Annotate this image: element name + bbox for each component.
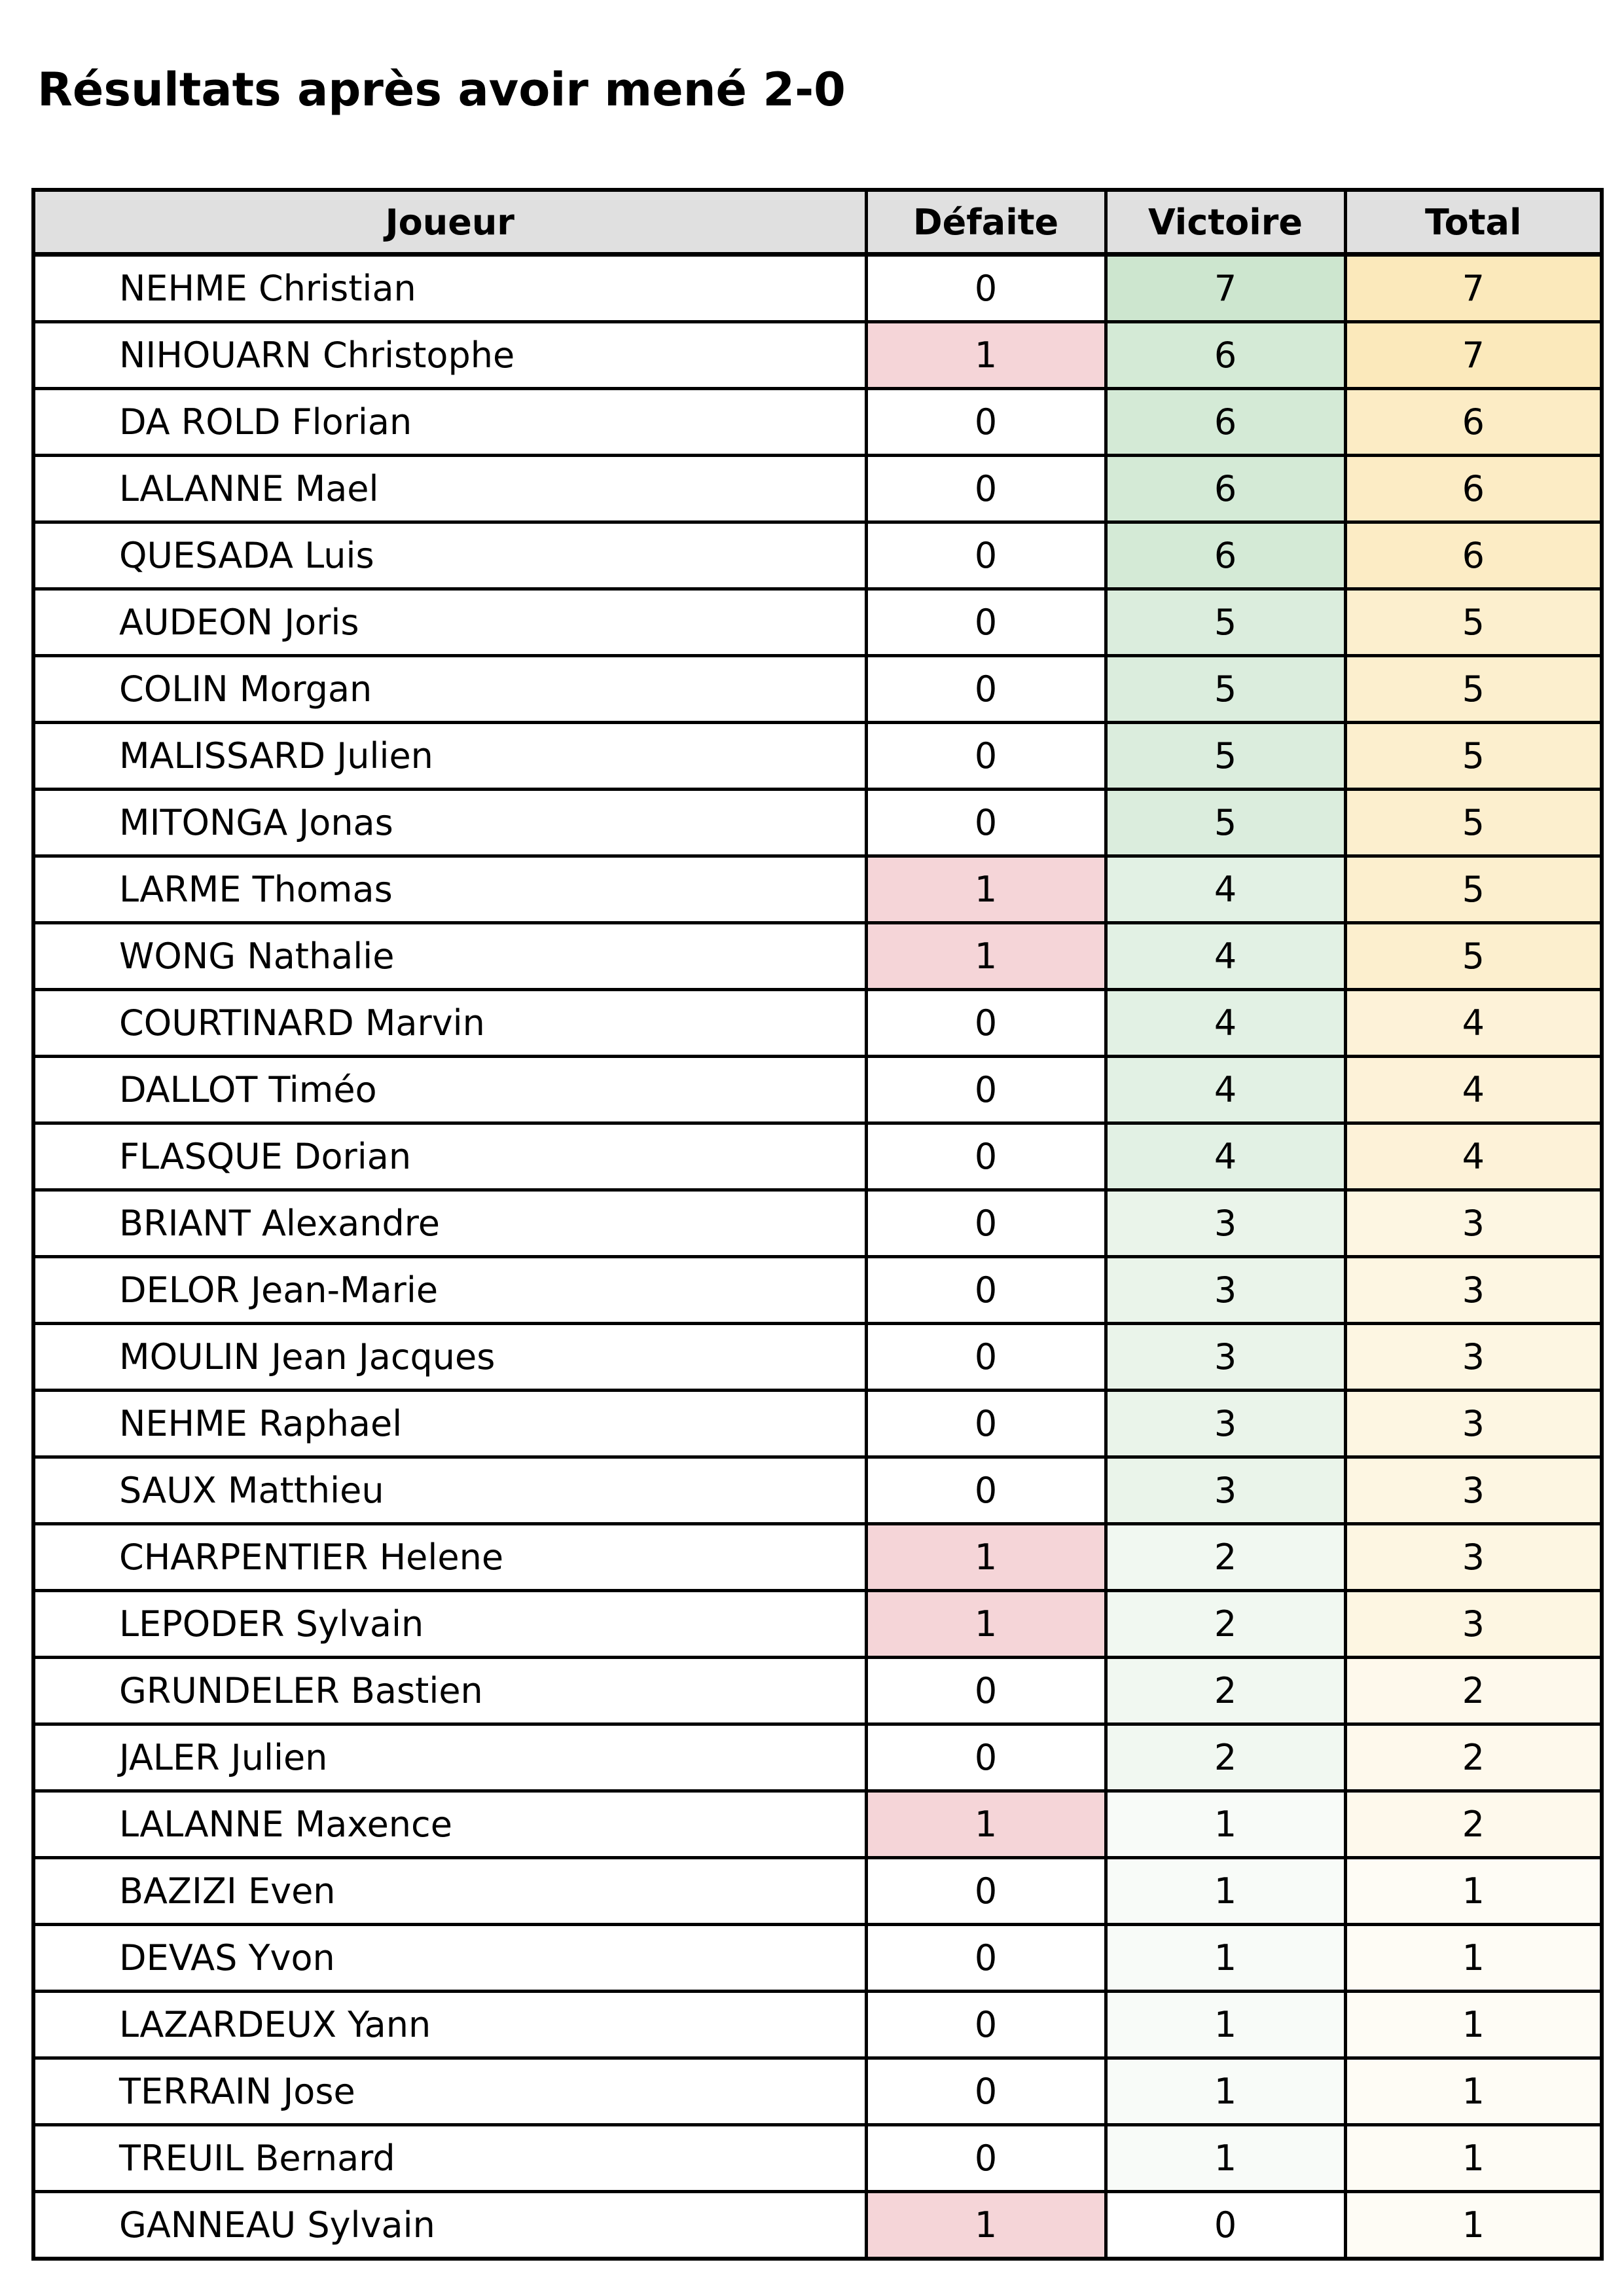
victoire-cell: 3 [1106, 1457, 1345, 1524]
table-row [33, 255, 1602, 322]
victoire-cell: 4 [1106, 1123, 1345, 1190]
player-name-cell: CHARPENTIER Helene [33, 1524, 866, 1591]
player-name-cell: DALLOT Timéo [33, 1057, 866, 1123]
table-row [33, 456, 1602, 522]
table-row [33, 1324, 1602, 1391]
victoire-cell: 4 [1106, 1057, 1345, 1123]
table-row [33, 1791, 1602, 1858]
player-name-cell: MITONGA Jonas [33, 790, 866, 856]
total-cell: 5 [1345, 856, 1602, 923]
table-row [33, 923, 1602, 990]
victoire-cell: 2 [1106, 1524, 1345, 1591]
total-cell: 1 [1345, 1992, 1602, 2058]
total-cell: 1 [1345, 1925, 1602, 1992]
defaite-cell: 1 [866, 322, 1106, 389]
table-row [33, 1391, 1602, 1457]
total-cell: 2 [1345, 1724, 1602, 1791]
victoire-cell: 1 [1106, 1791, 1345, 1858]
defaite-cell: 0 [866, 1724, 1106, 1791]
table-row [33, 723, 1602, 790]
table-row [33, 790, 1602, 856]
col-header-victoire: Victoire [1106, 190, 1345, 255]
total-cell: 3 [1345, 1457, 1602, 1524]
player-name-cell: NEHME Raphael [33, 1391, 866, 1457]
player-name-cell: BAZIZI Even [33, 1858, 866, 1925]
victoire-cell: 5 [1106, 656, 1345, 723]
table-row [33, 1724, 1602, 1791]
player-name-cell: DEVAS Yvon [33, 1925, 866, 1992]
defaite-cell: 1 [866, 2192, 1106, 2259]
victoire-cell: 6 [1106, 389, 1345, 456]
player-name-cell: LALANNE Mael [33, 456, 866, 522]
defaite-cell: 0 [866, 389, 1106, 456]
victoire-cell: 4 [1106, 990, 1345, 1057]
defaite-cell: 1 [866, 1591, 1106, 1658]
total-cell: 7 [1345, 255, 1602, 322]
player-name-cell: WONG Nathalie [33, 923, 866, 990]
victoire-cell: 2 [1106, 1591, 1345, 1658]
total-cell: 3 [1345, 1591, 1602, 1658]
defaite-cell: 0 [866, 1658, 1106, 1724]
total-cell: 3 [1345, 1524, 1602, 1591]
total-cell: 4 [1345, 990, 1602, 1057]
total-cell: 5 [1345, 923, 1602, 990]
defaite-cell: 1 [866, 923, 1106, 990]
victoire-cell: 1 [1106, 1858, 1345, 1925]
player-name-cell: QUESADA Luis [33, 522, 866, 589]
victoire-cell: 6 [1106, 456, 1345, 522]
total-cell: 5 [1345, 656, 1602, 723]
player-name-cell: NEHME Christian [33, 255, 866, 322]
page-title: Résultats après avoir mené 2-0 [37, 63, 846, 117]
header-row [33, 190, 1602, 255]
player-name-cell: DA ROLD Florian [33, 389, 866, 456]
player-name-cell: JALER Julien [33, 1724, 866, 1791]
total-cell: 5 [1345, 723, 1602, 790]
table-row [33, 1123, 1602, 1190]
victoire-cell: 3 [1106, 1391, 1345, 1457]
player-name-cell: COLIN Morgan [33, 656, 866, 723]
table-body [33, 255, 1602, 2259]
table-row [33, 1658, 1602, 1724]
defaite-cell: 0 [866, 1123, 1106, 1190]
total-cell: 4 [1345, 1057, 1602, 1123]
victoire-cell: 6 [1106, 522, 1345, 589]
player-name-cell: MOULIN Jean Jacques [33, 1324, 866, 1391]
table-row [33, 656, 1602, 723]
total-cell: 4 [1345, 1123, 1602, 1190]
defaite-cell: 0 [866, 1057, 1106, 1123]
total-cell: 6 [1345, 522, 1602, 589]
total-cell: 1 [1345, 2125, 1602, 2192]
total-cell: 3 [1345, 1190, 1602, 1257]
table-row [33, 1925, 1602, 1992]
victoire-cell: 4 [1106, 923, 1345, 990]
defaite-cell: 0 [866, 522, 1106, 589]
defaite-cell: 0 [866, 1190, 1106, 1257]
player-name-cell: LEPODER Sylvain [33, 1591, 866, 1658]
defaite-cell: 0 [866, 255, 1106, 322]
total-cell: 3 [1345, 1391, 1602, 1457]
player-name-cell: MALISSARD Julien [33, 723, 866, 790]
total-cell: 6 [1345, 389, 1602, 456]
victoire-cell: 1 [1106, 1992, 1345, 2058]
table-row [33, 1257, 1602, 1324]
defaite-cell: 0 [866, 589, 1106, 656]
col-header-defaite: Défaite [866, 190, 1106, 255]
player-name-cell: TERRAIN Jose [33, 2058, 866, 2125]
table-row [33, 589, 1602, 656]
defaite-cell: 0 [866, 1858, 1106, 1925]
table-row [33, 2058, 1602, 2125]
table-row [33, 322, 1602, 389]
victoire-cell: 6 [1106, 322, 1345, 389]
victoire-cell: 2 [1106, 1724, 1345, 1791]
table-row [33, 856, 1602, 923]
defaite-cell: 0 [866, 790, 1106, 856]
table-row [33, 1190, 1602, 1257]
defaite-cell: 0 [866, 1992, 1106, 2058]
table-row [33, 1457, 1602, 1524]
player-name-cell: COURTINARD Marvin [33, 990, 866, 1057]
total-cell: 1 [1345, 1858, 1602, 1925]
victoire-cell: 5 [1106, 589, 1345, 656]
player-name-cell: BRIANT Alexandre [33, 1190, 866, 1257]
victoire-cell: 4 [1106, 856, 1345, 923]
defaite-cell: 0 [866, 723, 1106, 790]
table-row [33, 1992, 1602, 2058]
victoire-cell: 3 [1106, 1257, 1345, 1324]
total-cell: 3 [1345, 1324, 1602, 1391]
defaite-cell: 0 [866, 1391, 1106, 1457]
player-name-cell: GANNEAU Sylvain [33, 2192, 866, 2259]
total-cell: 2 [1345, 1791, 1602, 1858]
victoire-cell: 1 [1106, 2125, 1345, 2192]
defaite-cell: 1 [866, 856, 1106, 923]
player-name-cell: LARME Thomas [33, 856, 866, 923]
player-name-cell: NIHOUARN Christophe [33, 322, 866, 389]
table-row [33, 522, 1602, 589]
defaite-cell: 0 [866, 1324, 1106, 1391]
total-cell: 1 [1345, 2192, 1602, 2259]
col-header-total: Total [1345, 190, 1602, 255]
table-row [33, 389, 1602, 456]
defaite-cell: 1 [866, 1524, 1106, 1591]
table-row [33, 2192, 1602, 2259]
player-name-cell: SAUX Matthieu [33, 1457, 866, 1524]
player-name-cell: AUDEON Joris [33, 589, 866, 656]
defaite-cell: 0 [866, 990, 1106, 1057]
results-table [31, 188, 1604, 2261]
player-name-cell: LALANNE Maxence [33, 1791, 866, 1858]
victoire-cell: 7 [1106, 255, 1345, 322]
total-cell: 6 [1345, 456, 1602, 522]
total-cell: 3 [1345, 1257, 1602, 1324]
victoire-cell: 3 [1106, 1190, 1345, 1257]
table-row [33, 1591, 1602, 1658]
defaite-cell: 0 [866, 2058, 1106, 2125]
victoire-cell: 5 [1106, 723, 1345, 790]
table-row [33, 1057, 1602, 1123]
total-cell: 2 [1345, 1658, 1602, 1724]
defaite-cell: 0 [866, 1257, 1106, 1324]
victoire-cell: 2 [1106, 1658, 1345, 1724]
player-name-cell: GRUNDELER Bastien [33, 1658, 866, 1724]
player-name-cell: DELOR Jean-Marie [33, 1257, 866, 1324]
total-cell: 5 [1345, 790, 1602, 856]
total-cell: 1 [1345, 2058, 1602, 2125]
player-name-cell: LAZARDEUX Yann [33, 1992, 866, 2058]
victoire-cell: 0 [1106, 2192, 1345, 2259]
player-name-cell: TREUIL Bernard [33, 2125, 866, 2192]
defaite-cell: 0 [866, 2125, 1106, 2192]
defaite-cell: 0 [866, 656, 1106, 723]
defaite-cell: 0 [866, 1925, 1106, 1992]
defaite-cell: 0 [866, 1457, 1106, 1524]
victoire-cell: 1 [1106, 2058, 1345, 2125]
total-cell: 7 [1345, 322, 1602, 389]
victoire-cell: 5 [1106, 790, 1345, 856]
victoire-cell: 3 [1106, 1324, 1345, 1391]
victoire-cell: 1 [1106, 1925, 1345, 1992]
table-row [33, 2125, 1602, 2192]
col-header-joueur: Joueur [33, 190, 866, 255]
table-row [33, 1524, 1602, 1591]
defaite-cell: 0 [866, 456, 1106, 522]
defaite-cell: 1 [866, 1791, 1106, 1858]
table-row [33, 990, 1602, 1057]
player-name-cell: FLASQUE Dorian [33, 1123, 866, 1190]
table-row [33, 1858, 1602, 1925]
total-cell: 5 [1345, 589, 1602, 656]
